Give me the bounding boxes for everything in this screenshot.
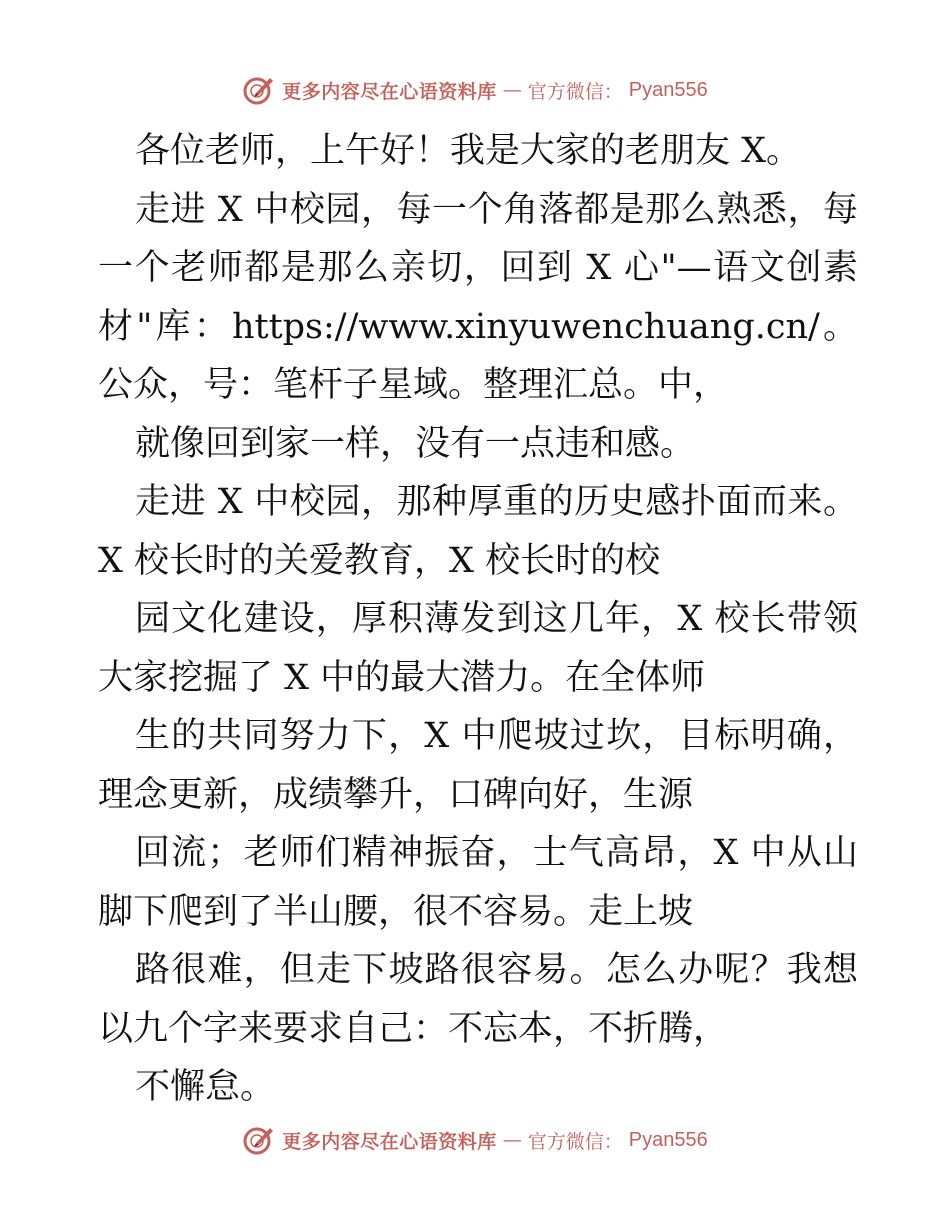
fountain-pen-logo-icon xyxy=(242,1123,276,1157)
footer-wechat-id: Pyan556 xyxy=(628,1128,708,1151)
header-banner xyxy=(0,70,950,110)
document-body xyxy=(98,122,858,1117)
header-banner-title: 更多内容尽在心语资料库 xyxy=(282,80,497,103)
paragraph-7: 回流；老师们精神振奋，士气高昂，X 中从山脚下爬到了半山腰，很不容易。走上坡 xyxy=(98,833,858,932)
paragraph-5: 园文化建设，厚积薄发到这几年，X 校长带领大家挖掘了 X 中的最大潜力。在全体师 xyxy=(98,599,858,698)
paragraph-6: 生的共同努力下，X 中爬坡过坎，目标明确，理念更新，成绩攀升，口碑向好，生源 xyxy=(98,716,858,815)
footer-banner-title: 更多内容尽在心语资料库 xyxy=(282,1130,497,1153)
paragraph-1: 各位老师，上午好！我是大家的老朋友 X。 xyxy=(135,131,802,171)
header-wechat-label: 官方微信： xyxy=(527,80,623,103)
header-banner-dash: — xyxy=(502,79,522,101)
footer-wechat-label: 官方微信： xyxy=(527,1130,623,1153)
header-banner-content xyxy=(242,73,708,107)
paragraph-8: 路很难，但走下坡路很容易。怎么办呢？我想以九个字来要求自己：不忘本，不折腾， xyxy=(98,950,858,1049)
footer-banner xyxy=(0,1120,950,1160)
fountain-pen-logo-icon xyxy=(242,73,276,107)
header-wechat-id: Pyan556 xyxy=(628,78,708,101)
paragraph-4: 走进 X 中校园，那种厚重的历史感扑面而来。X 校长时的关爱教育，X 校长时的校 xyxy=(98,482,858,581)
paragraph-9: 不懈怠。 xyxy=(135,1067,276,1107)
footer-banner-content xyxy=(242,1123,708,1157)
paragraph-2: 走进 X 中校园，每一个角落都是那么熟悉，每一个老师都是那么亲切，回到 X 心"—语文创素材"库：https://www.xinyuwenchuang.cn/。公众，号：笔杆子星域。整理汇总。中， xyxy=(98,189,858,405)
paragraph-3: 就像回到家一样，没有一点违和感。 xyxy=(135,423,696,464)
footer-banner-dash: — xyxy=(502,1129,522,1151)
